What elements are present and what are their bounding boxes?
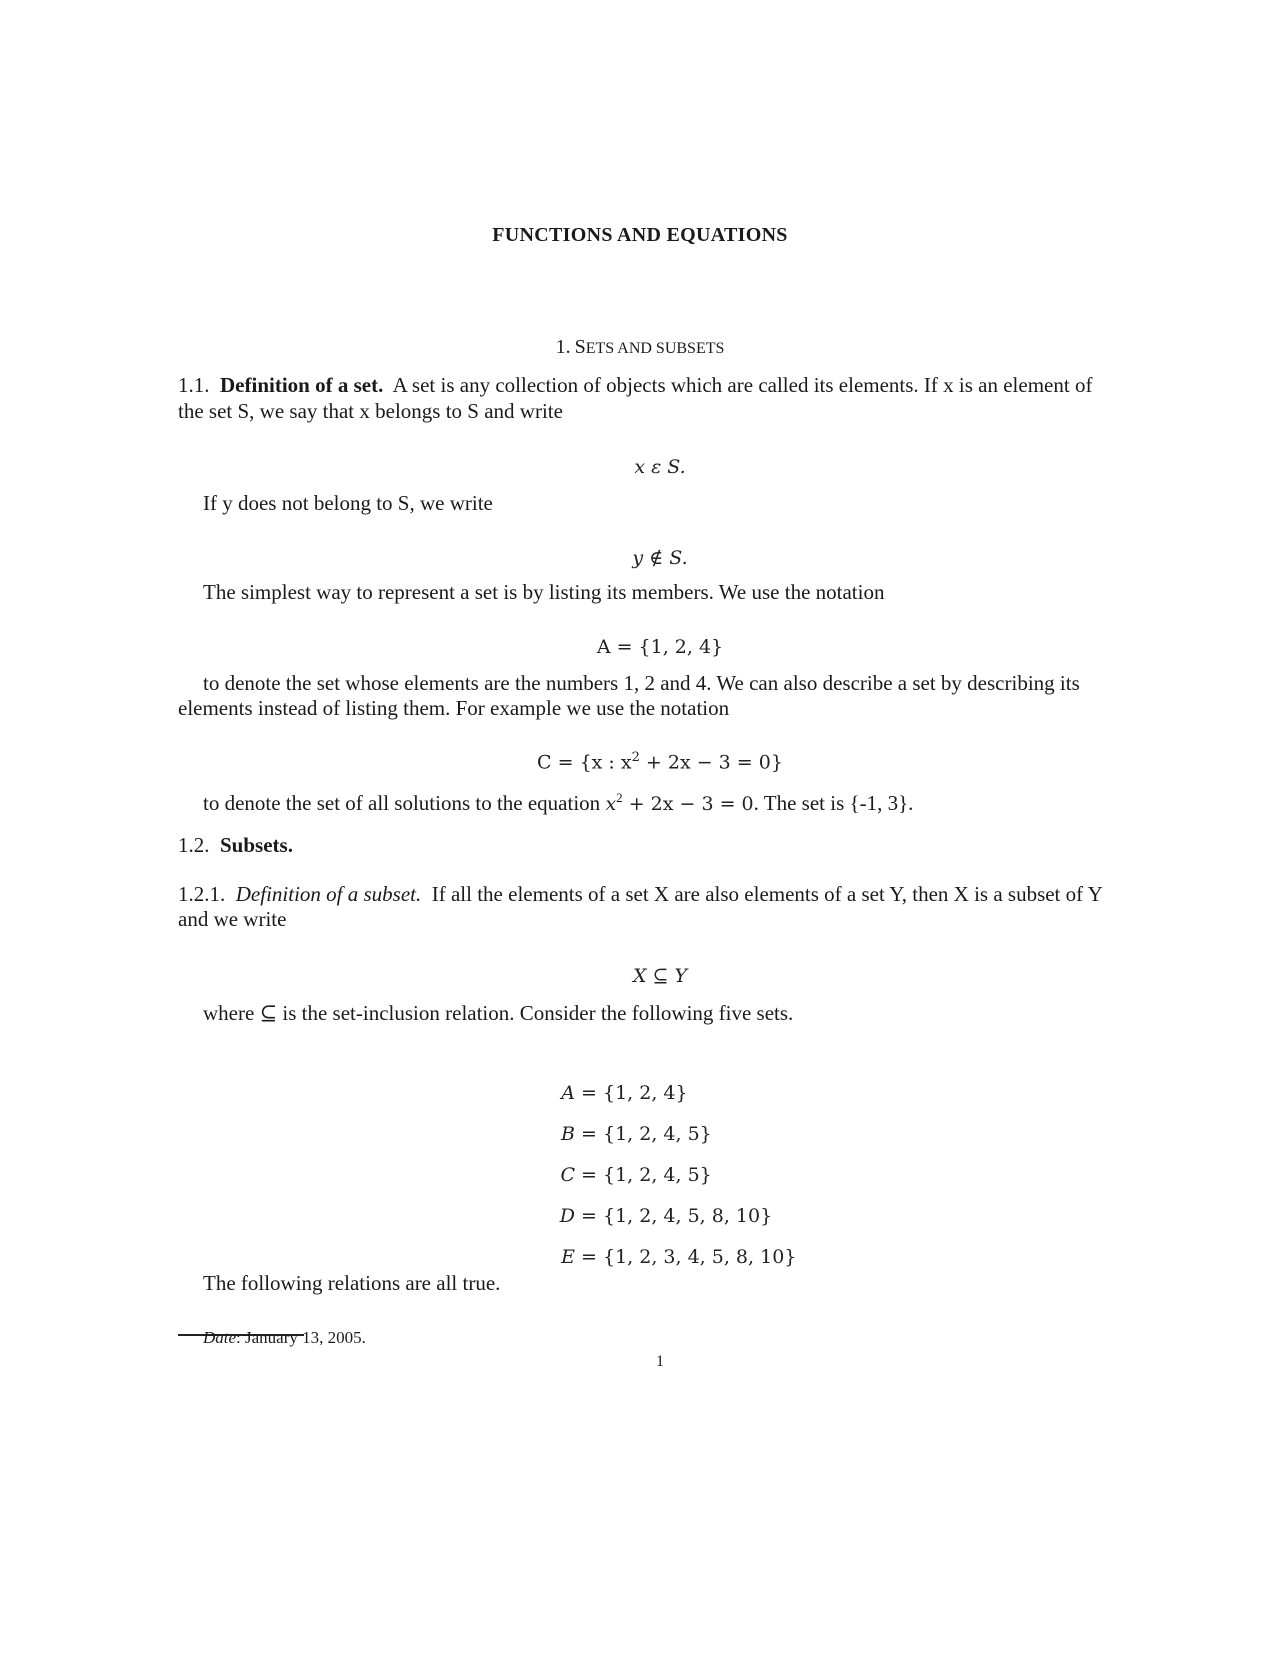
subsubsection-number: 1.2.1. <box>178 882 226 906</box>
subsubsection-1-2-1-line1 <box>178 881 1103 907</box>
subsection-1-2 <box>178 832 293 858</box>
paragraph-text: If all the elements of a set X are also elements of a set Y, then X is a subset of Y <box>431 882 1103 906</box>
set-name: D <box>559 1205 575 1227</box>
subsubsection-1-2-1-line2: and we write <box>178 907 287 931</box>
subsection-heading: Subsets. <box>220 833 293 857</box>
set-value: = {1, 2, 4, 5} <box>581 1164 712 1186</box>
set-name: B <box>561 1123 575 1145</box>
inline-eq-exponent: 2 <box>616 790 623 805</box>
subsection-1-1-line1 <box>178 372 1092 398</box>
section-heading <box>0 336 1280 359</box>
paragraph-where: where ⊆ is the set-inclusion relation. Consider the following five sets. <box>203 1001 794 1025</box>
equation-set-a: A = {1, 2, 4} <box>596 636 724 658</box>
set-row-b <box>547 1114 796 1155</box>
subsection-number: 1.2. <box>178 833 210 857</box>
equation-y-not-in-s: y ∉ S. <box>632 547 688 569</box>
footnote <box>203 1328 366 1348</box>
paragraph-text: A set is any collection of objects which are called its elements. If x is an element of <box>392 373 1093 397</box>
subsection-1-1-line2: the set S, we say that x belongs to S and write <box>178 399 563 423</box>
paragraph-denote-line2: elements instead of listing them. For example we use the notation <box>178 696 730 720</box>
solutions-text-after: . The set is {-1, 3}. <box>753 791 914 815</box>
paper-title: FUNCTIONS AND EQUATIONS <box>492 224 788 246</box>
section-title-rest: ETS AND SUBSETS <box>585 340 725 357</box>
set-value: = {1, 2, 4, 5, 8, 10} <box>581 1205 773 1227</box>
equation-lhs: C = {x : x <box>537 751 632 774</box>
set-value: = {1, 2, 4} <box>581 1082 688 1104</box>
subsubsection-heading: Definition of a subset. <box>235 882 422 906</box>
inline-eq-x: x <box>605 793 617 815</box>
set-name: A <box>561 1082 575 1104</box>
paragraph-simplest: The simplest way to represent a set is by listing its members. We use the notation <box>203 580 885 604</box>
set-name: C <box>560 1164 575 1186</box>
set-row-a <box>547 1073 796 1114</box>
set-row-e <box>547 1237 796 1278</box>
set-name: E <box>561 1246 575 1268</box>
set-value: = {1, 2, 3, 4, 5, 8, 10} <box>581 1246 797 1268</box>
subsection-number: 1.1. <box>178 373 210 397</box>
equation-rhs: + 2x − 3 = 0} <box>639 751 783 774</box>
equation-set-c-builder <box>0 750 1280 773</box>
section-title-initial: S <box>574 336 586 358</box>
paragraph-relations: The following relations are all true. <box>203 1271 501 1295</box>
subsection-heading: Definition of a set. <box>220 373 384 397</box>
paragraph-not-belong: If y does not belong to S, we write <box>203 491 493 515</box>
set-row-d <box>547 1196 796 1237</box>
set-list <box>547 1073 796 1278</box>
set-row-c <box>547 1155 796 1196</box>
set-value: = {1, 2, 4, 5} <box>581 1123 712 1145</box>
equation-x-in-s: x ε S. <box>634 456 686 478</box>
page-number: 1 <box>656 1353 664 1370</box>
paragraph-solutions <box>203 785 913 817</box>
equation-exponent: 2 <box>631 750 640 765</box>
section-number: 1. <box>555 336 571 358</box>
equation-subset: X ⊆ Y <box>632 965 688 987</box>
paragraph-denote-line1: to denote the set whose elements are the numbers 1, 2 and 4. We can also describe a set by describing its <box>203 671 1080 695</box>
solutions-text-before: to denote the set of all solutions to the equation <box>203 791 606 815</box>
footnote-label: Date <box>203 1328 237 1347</box>
inline-eq-rest: + 2x − 3 = 0 <box>622 793 754 815</box>
footnote-text: : January 13, 2005. <box>236 1328 366 1347</box>
